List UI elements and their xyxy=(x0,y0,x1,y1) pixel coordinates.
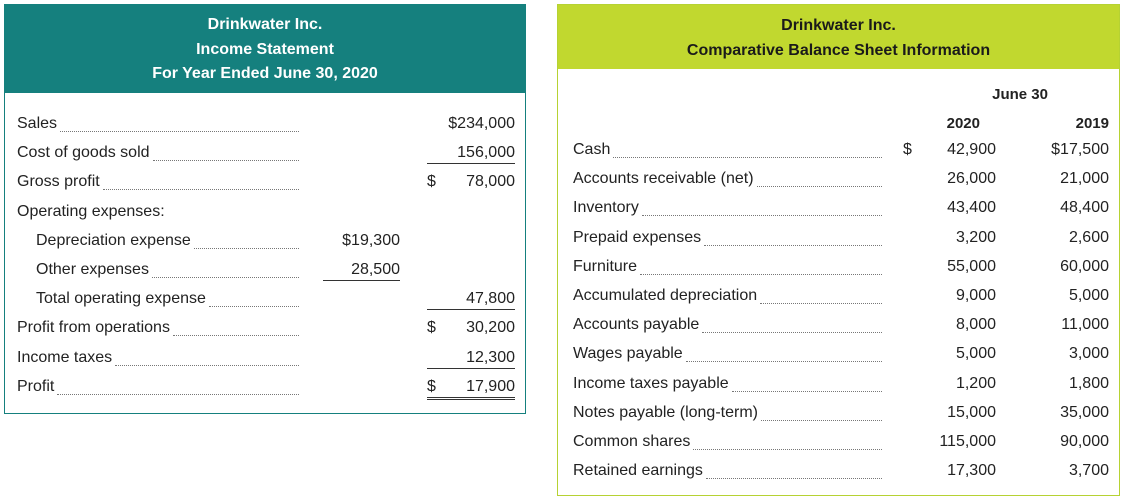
dot-leader xyxy=(706,478,882,479)
table-row xyxy=(5,144,525,173)
table-row xyxy=(558,345,1119,374)
dot-leader xyxy=(732,391,882,392)
amount-2019: 48,400 xyxy=(1060,199,1109,217)
dot-leader xyxy=(153,160,299,161)
row-label: Accounts receivable (net) xyxy=(573,170,754,188)
row-label: Retained earnings xyxy=(573,462,703,480)
dot-leader xyxy=(640,274,882,275)
dot-leader xyxy=(642,215,882,216)
row-label: Furniture xyxy=(573,257,638,275)
total-amount: $ 17,900 xyxy=(427,378,515,400)
company-name: Drinkwater Inc. xyxy=(781,17,896,34)
row-label: Common shares xyxy=(573,433,691,450)
dollar-sign: $ xyxy=(427,319,436,337)
table-row xyxy=(5,290,525,319)
total-amount: $234,000 xyxy=(448,115,515,132)
dot-leader xyxy=(693,449,882,450)
row-label: Depreciation expense xyxy=(36,231,191,249)
table-row xyxy=(5,378,525,407)
amount-2020: 43,400 xyxy=(947,199,996,217)
total-amount: $ 78,000 xyxy=(427,173,515,191)
dot-leader xyxy=(194,248,299,249)
dot-leader xyxy=(57,394,299,395)
amount-2019: 1,800 xyxy=(1068,374,1109,392)
dollar-sign: $ xyxy=(427,377,436,395)
dot-leader xyxy=(761,420,882,421)
subtotal-amount: $19,300 xyxy=(342,231,400,249)
dot-leader xyxy=(60,131,299,132)
table-row xyxy=(558,433,1119,462)
income-statement-header xyxy=(5,5,525,93)
table-row xyxy=(558,287,1119,316)
row-label: Prepaid expenses xyxy=(573,228,702,246)
total-amount: $ 30,200 xyxy=(427,319,515,337)
total-amount: 156,000 xyxy=(427,144,515,164)
dot-leader xyxy=(103,189,299,190)
row-label: Accumulated depreciation xyxy=(573,287,758,304)
table-row xyxy=(5,319,525,348)
dot-leader xyxy=(209,306,299,307)
table-row xyxy=(558,141,1119,170)
row-label: Sales xyxy=(17,115,58,132)
row-label: Profit xyxy=(17,377,55,395)
row-label: Gross profit xyxy=(17,173,100,191)
amount-2019: 3,000 xyxy=(1068,345,1109,363)
row-label: Profit from operations xyxy=(17,319,170,337)
balance-sheet-header xyxy=(558,5,1119,69)
amount-2020: 5,000 xyxy=(955,345,996,363)
dot-leader xyxy=(704,245,882,246)
table-row xyxy=(558,229,1119,258)
amount-2019: 21,000 xyxy=(1060,170,1109,188)
row-label: Total operating expense xyxy=(36,290,206,308)
amount-2019: 35,000 xyxy=(1060,403,1109,421)
dot-leader xyxy=(757,186,882,187)
amount-2019: 3,700 xyxy=(1068,462,1109,480)
dot-leader xyxy=(152,277,299,278)
amount-2020: 9,000 xyxy=(955,287,996,304)
dot-leader xyxy=(760,303,882,304)
table-row xyxy=(5,349,525,378)
table-row xyxy=(558,462,1119,491)
amount-2019: 60,000 xyxy=(1060,257,1109,275)
dollar-sign: $ xyxy=(903,141,912,158)
row-label: Wages payable xyxy=(573,345,683,363)
dot-leader xyxy=(173,335,299,336)
statement-period: For Year Ended June 30, 2020 xyxy=(152,65,378,82)
dot-leader xyxy=(702,332,882,333)
table-row xyxy=(558,404,1119,433)
statement-title: Income Statement xyxy=(196,40,334,58)
row-label: Operating expenses: xyxy=(17,202,165,220)
date-header: June 30 xyxy=(992,86,1048,103)
amount-2020: 55,000 xyxy=(947,257,996,275)
company-name: Drinkwater Inc. xyxy=(207,16,323,33)
subtotal-amount: 28,500 xyxy=(323,261,400,281)
amount-2019: 11,000 xyxy=(1061,316,1109,334)
dot-leader xyxy=(115,365,299,366)
table-row xyxy=(558,375,1119,404)
row-label: Accounts payable xyxy=(573,316,700,334)
amount-2019: 5,000 xyxy=(1068,287,1109,304)
amount-2020: 3,200 xyxy=(955,228,996,246)
amount-2020: 1,200 xyxy=(955,374,996,392)
row-label: Inventory xyxy=(573,199,639,217)
amount-2019: 2,600 xyxy=(1068,228,1109,246)
table-row xyxy=(558,199,1119,228)
amount-2020: 17,300 xyxy=(947,462,996,480)
balance-sheet-panel xyxy=(557,4,1120,496)
table-row xyxy=(5,173,525,202)
table-row xyxy=(558,316,1119,345)
table-row xyxy=(5,203,525,232)
row-label: Other expenses xyxy=(36,261,149,278)
amount-2020: $ 42,900 xyxy=(903,141,996,158)
table-row xyxy=(558,258,1119,287)
income-statement-panel xyxy=(4,4,526,414)
dot-leader xyxy=(686,361,882,362)
table-row xyxy=(5,232,525,261)
row-label: Cash xyxy=(573,141,611,158)
amount-2020: 115,000 xyxy=(939,433,996,450)
row-label: Cost of goods sold xyxy=(17,144,150,162)
amount-2019: 90,000 xyxy=(1060,433,1109,450)
year-header-2019: 2019 xyxy=(1075,115,1109,132)
amount-2020: 26,000 xyxy=(947,170,996,188)
amount-2020: 8,000 xyxy=(955,316,996,334)
row-label: Income taxes xyxy=(17,348,113,366)
dollar-sign: $ xyxy=(427,173,436,191)
row-label: Income taxes payable xyxy=(573,374,729,392)
year-header-2020: 2020 xyxy=(946,115,980,132)
table-row xyxy=(558,170,1119,199)
amount-2019: $17,500 xyxy=(1051,141,1109,158)
table-row xyxy=(5,261,525,290)
total-amount: 47,800 xyxy=(427,290,515,310)
total-amount: 12,300 xyxy=(427,349,515,369)
table-row xyxy=(5,115,525,144)
row-label: Notes payable (long-term) xyxy=(573,403,758,421)
balance-sheet-title: Comparative Balance Sheet Information xyxy=(686,41,991,59)
dot-leader xyxy=(613,157,882,158)
amount-2020: 15,000 xyxy=(947,403,996,421)
